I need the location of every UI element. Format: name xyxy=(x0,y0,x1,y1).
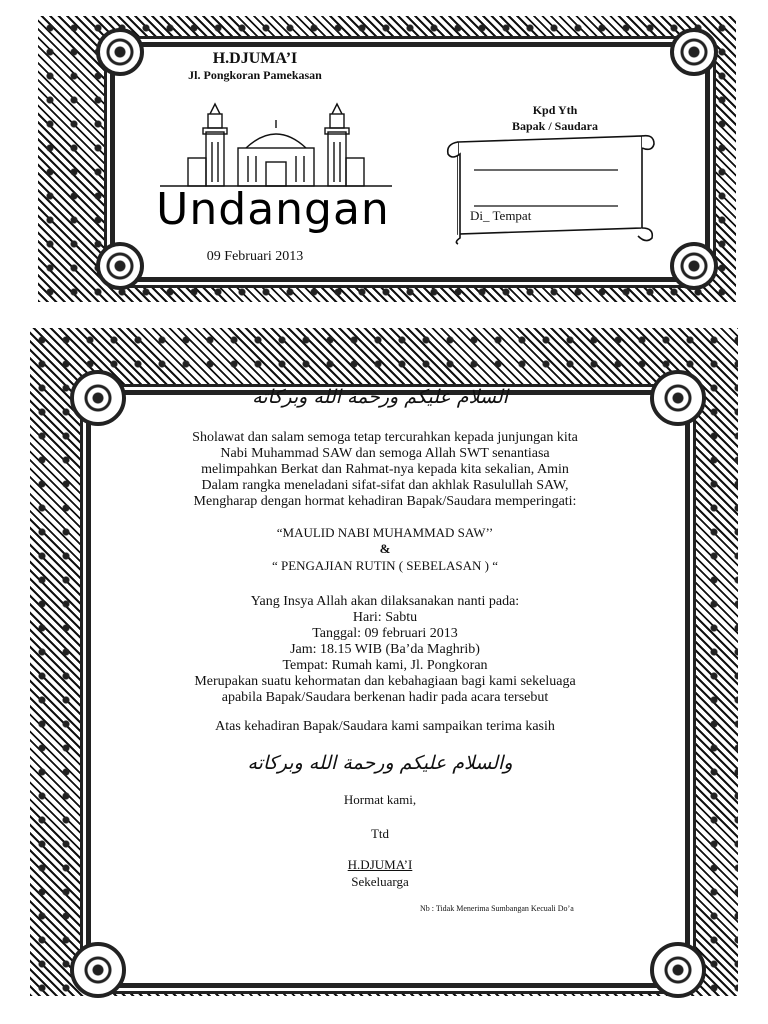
invitation-title: Undangan xyxy=(156,184,390,235)
recipient-line-2: Bapak / Saudara xyxy=(511,119,599,133)
corner-rosette-icon xyxy=(650,942,706,998)
intro-line: Nabi Muhammad SAW dan semoga Allah SWT senantiasa xyxy=(220,446,550,461)
recipient-place: Di_ Tempat xyxy=(470,208,532,223)
closing-regards: Hormat kami, xyxy=(343,792,417,807)
footnote: Nb : Tidak Menerima Sumbangan Kecuali Do’a xyxy=(420,904,574,913)
corner-rosette-icon xyxy=(70,370,126,426)
corner-rosette-icon xyxy=(70,942,126,998)
details-date: Tanggal: 09 februari 2013 xyxy=(312,626,458,641)
corner-rosette-icon xyxy=(670,28,718,76)
arabic-greeting: السلام عليكم ورحمة الله وبركاته xyxy=(252,386,508,408)
details-line: Yang Insya Allah akan dilaksanakan nanti pada: xyxy=(250,594,520,609)
address-scroll-icon xyxy=(442,128,658,248)
details-day: Hari: Sabtu xyxy=(352,610,418,625)
corner-rosette-icon xyxy=(670,242,718,290)
intro-line: Mengharap dengan hormat kehadiran Bapak/Saudara memperingati: xyxy=(193,494,577,509)
details-line: apabila Bapak/Saudara berkenan hadir pada acara tersebut xyxy=(221,690,549,705)
signer-name: H.DJUMA’I xyxy=(347,857,413,872)
signature-mark: Ttd xyxy=(370,826,390,841)
intro-line: Dalam rangka meneladani sifat-sifat dan akhlak Rasulullah SAW, xyxy=(201,478,569,493)
signer-family: Sekeluarga xyxy=(351,874,409,889)
mosque-icon xyxy=(158,102,394,190)
details-time: Jam: 18.15 WIB (Ba’da Maghrib) xyxy=(290,642,480,657)
event-details xyxy=(130,594,640,706)
intro-line: Sholawat dan salam semoga tetap tercurahkan kepada junjungan kita xyxy=(192,430,578,445)
corner-rosette-icon xyxy=(96,242,144,290)
event-title-maulid: “MAULID NABI MUHAMMAD SAW’’ xyxy=(276,525,494,540)
intro-line: melimpahkan Berkat dan Rahmat-nya kepada kita sekalian, Amin xyxy=(201,462,569,477)
arabic-closing: والسلام عليكم ورحمة الله وبركاته xyxy=(247,752,513,774)
host-address: Jl. Pongkoran Pamekasan xyxy=(188,68,322,82)
recipient-line-1: Kpd Yth xyxy=(532,103,578,117)
event-title-pengajian: “ PENGAJIAN RUTIN ( SEBELASAN ) “ xyxy=(271,558,499,573)
invitation-date: 09 Februari 2013 xyxy=(206,249,304,264)
thanks-line: Atas kehadiran Bapak/Saudara kami sampaikan terima kasih xyxy=(215,719,555,734)
intro-paragraph xyxy=(130,430,640,510)
event-ampersand: & xyxy=(379,541,391,556)
details-place: Tempat: Rumah kami, Jl. Pongkoran xyxy=(282,658,488,673)
corner-rosette-icon xyxy=(650,370,706,426)
details-line: Merupakan suatu kehormatan dan kebahagiaan bagi kami sekeluaga xyxy=(194,674,576,689)
host-name: H.DJUMA’I xyxy=(212,50,298,67)
corner-rosette-icon xyxy=(96,28,144,76)
